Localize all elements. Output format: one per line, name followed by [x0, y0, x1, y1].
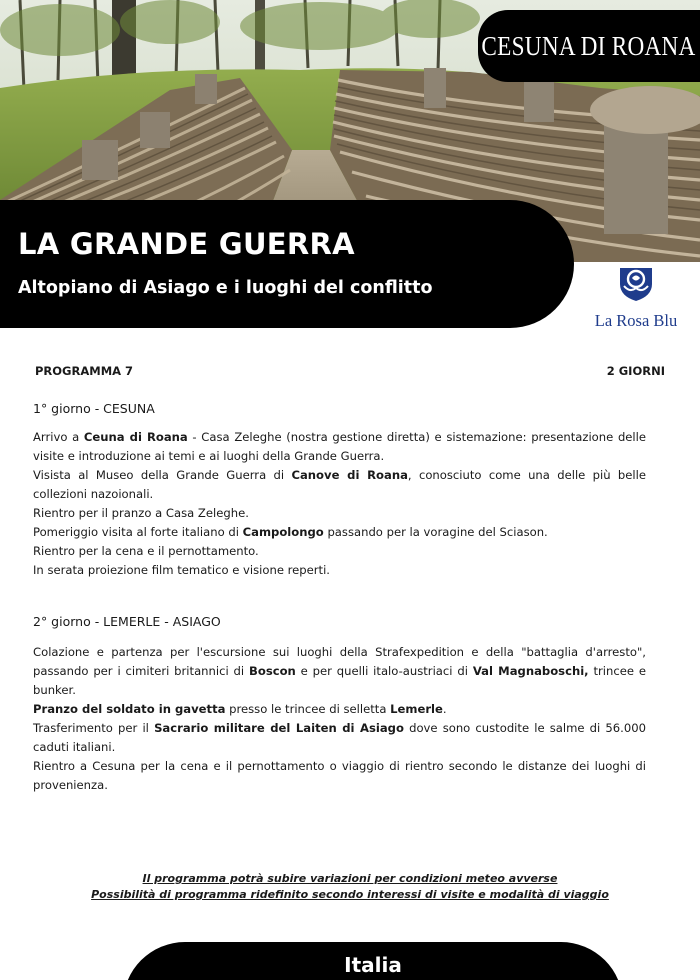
note-weather: Il programma potrà subire variazioni per condizioni meteo avverse: [142, 872, 558, 885]
paragraph: [33, 757, 646, 795]
text: Trasferimento per il: [33, 721, 155, 735]
paragraph: [33, 719, 646, 757]
rose-logo-icon: [618, 264, 654, 302]
brand-name: La Rosa Blu: [594, 311, 678, 330]
paragraph: [33, 643, 646, 700]
day-2-title: 2° giorno - LEMERLE - ASIAGO: [33, 614, 221, 629]
bold-text: Boscon: [249, 664, 296, 678]
footer-country: [123, 942, 623, 980]
text: Rientro per il pranzo a Casa Zeleghe.: [33, 506, 249, 520]
paragraph: [33, 428, 646, 466]
bold-text: Lemerle: [390, 702, 443, 716]
bold-text: Canove di Roana: [291, 468, 408, 482]
text: Pomeriggio visita al forte italiano di: [33, 525, 243, 539]
bold-text: Sacrario militare del Laiten di Asiago: [154, 721, 404, 735]
text: presso le trincee di selletta: [225, 702, 391, 716]
program-duration: 2 GIORNI: [606, 364, 665, 378]
text: , conosciuto come una delle più belle collezioni nazoionali.: [33, 468, 646, 501]
text: e per quelli italo-austriaci di: [295, 664, 473, 678]
text: trincee e bunker.: [33, 664, 646, 697]
text: Colazione e partenza per l'escursione sui luoghi della Strafexpedition e della "battaglia d'arresto", passando per i cimiteri britannici di: [33, 645, 646, 678]
text: .: [442, 702, 447, 716]
day-1-title: 1° giorno - CESUNA: [33, 401, 155, 416]
text: - Casa Zeleghe (nostra gestione diretta) e sistemazione: presentazione delle visite e introduzione ai temi e ai luoghi della Grande Guerra.: [33, 430, 647, 463]
page-title: LA GRANDE GUERRA: [18, 227, 355, 261]
paragraph: [33, 504, 646, 523]
paragraph: [33, 700, 646, 719]
paragraph: [33, 466, 646, 504]
location-label: CESUNA DI ROANA: [481, 30, 697, 61]
bold-text: Pranzo del soldato in gavetta: [33, 702, 226, 716]
title-band: [0, 200, 574, 328]
text: dove sono custodite le salme di 56.000 caduti italiani.: [33, 721, 646, 754]
text: Visista al Museo della Grande Guerra di: [33, 468, 292, 482]
bold-text: Campolongo: [242, 525, 324, 539]
text: Arrivo a: [33, 430, 84, 444]
bold-text: Val Magnaboschi,: [472, 664, 589, 678]
country-label: Italia: [344, 953, 402, 977]
text: In serata proiezione film tematico e visione reperti.: [33, 563, 330, 577]
paragraph: [33, 542, 646, 561]
note-custom-program: Possibilità di programma ridefinito secondo interessi di visite e modalità di viaggio: [91, 888, 609, 901]
bold-text: Ceuna di Roana: [83, 430, 188, 444]
text: Rientro per la cena e il pernottamento.: [33, 544, 259, 558]
paragraph: [33, 523, 646, 542]
day-2-description: [33, 643, 646, 795]
page-subtitle: Altopiano di Asiago e i luoghi del conflitto: [18, 278, 433, 298]
location-tab: [478, 10, 700, 82]
program-notes: [0, 871, 700, 903]
text: passando per la voragine del Sciason.: [323, 525, 548, 539]
paragraph: [33, 561, 646, 580]
program-label: PROGRAMMA 7: [35, 364, 134, 378]
program-header: [35, 364, 665, 380]
day-1-description: [33, 428, 646, 580]
brand-logo: [586, 264, 686, 332]
text: Rientro a Cesuna per la cena e il pernottamento o viaggio di rientro secondo le distanze dei luoghi di provenienza.: [33, 759, 646, 792]
